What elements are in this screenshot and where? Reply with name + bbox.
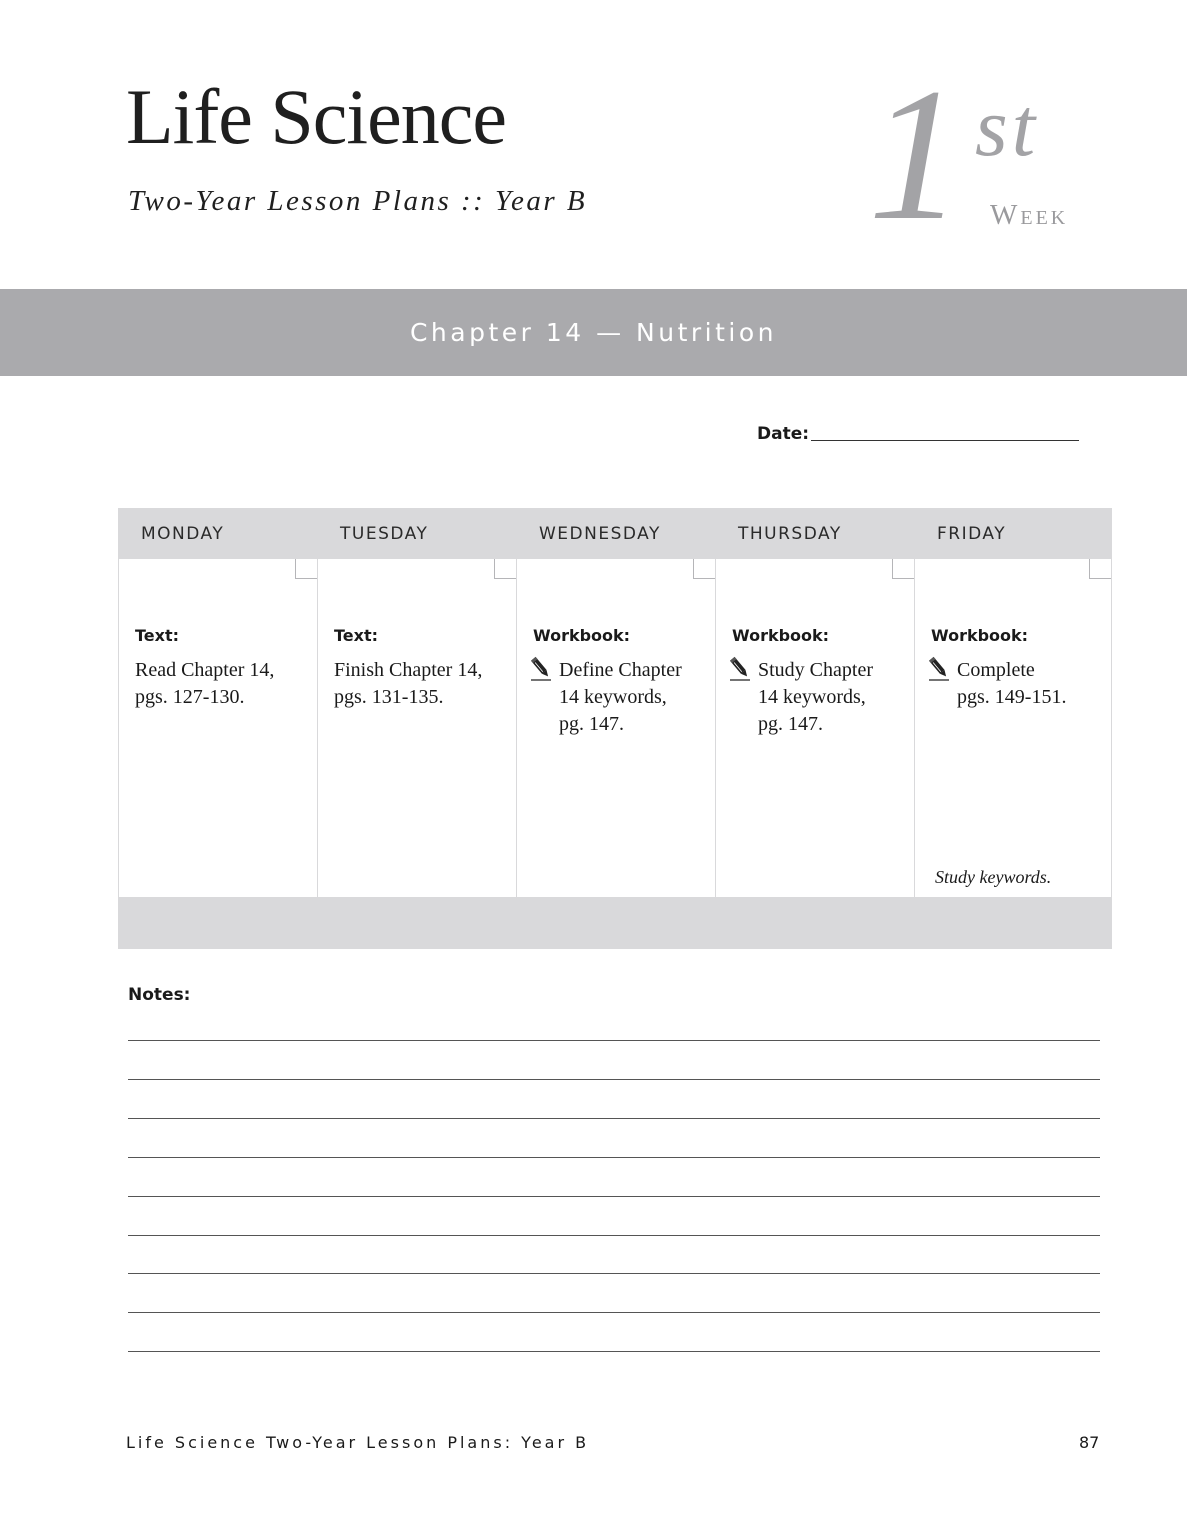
day-cell-friday bbox=[915, 559, 1111, 897]
assignment-text: Define Chapter 14 keywords, pg. 147. bbox=[559, 659, 682, 735]
notes-line[interactable] bbox=[128, 1040, 1100, 1041]
assignment-heading: Text: bbox=[135, 626, 180, 645]
study-note: Study keywords. bbox=[935, 867, 1052, 887]
day-cell-tuesday bbox=[318, 559, 516, 897]
page-title: Life Science bbox=[126, 73, 506, 160]
assignment-text: Finish Chapter 14, pgs. 131-135. bbox=[334, 659, 483, 708]
notes-label: Notes: bbox=[128, 985, 191, 1005]
assignment-heading: Workbook: bbox=[732, 626, 830, 645]
week-number: 1 bbox=[868, 50, 963, 260]
assignment-text: Study Chapter 14 keywords, pg. 147. bbox=[758, 659, 873, 735]
day-complete-checkbox[interactable] bbox=[1089, 559, 1111, 579]
notes-line[interactable] bbox=[128, 1118, 1100, 1119]
chapter-banner bbox=[0, 289, 1187, 376]
page-number: 87 bbox=[1079, 1433, 1100, 1452]
assignment-text: Read Chapter 14, pgs. 127-130. bbox=[135, 659, 275, 708]
day-cell-monday bbox=[119, 559, 317, 897]
assignment-text: Complete pgs. 149-151. bbox=[957, 659, 1067, 708]
pencil-icon bbox=[728, 655, 752, 681]
day-cell-wednesday bbox=[517, 559, 715, 897]
day-header-thursday: THURSDAY bbox=[738, 523, 842, 544]
assignment-heading: Workbook: bbox=[533, 626, 631, 645]
week-label: Week bbox=[990, 199, 1069, 231]
assignment-heading: Workbook: bbox=[931, 626, 1029, 645]
chapter-title: Chapter 14 — Nutrition bbox=[409, 318, 778, 347]
notes-line[interactable] bbox=[128, 1273, 1100, 1274]
weekly-schedule bbox=[118, 508, 1112, 949]
day-header-monday: MONDAY bbox=[141, 523, 225, 544]
footer-title: Life Science Two-Year Lesson Plans: Year B bbox=[126, 1433, 590, 1452]
day-complete-checkbox[interactable] bbox=[295, 559, 317, 579]
day-complete-checkbox[interactable] bbox=[892, 559, 914, 579]
day-cell-thursday bbox=[716, 559, 914, 897]
notes-line[interactable] bbox=[128, 1196, 1100, 1197]
notes-line[interactable] bbox=[128, 1312, 1100, 1313]
pencil-icon bbox=[529, 655, 553, 681]
day-header-tuesday: TUESDAY bbox=[340, 523, 429, 544]
week-suffix: st bbox=[975, 81, 1040, 174]
day-header-friday: FRIDAY bbox=[937, 523, 1007, 544]
pencil-icon bbox=[927, 655, 951, 681]
notes-line[interactable] bbox=[128, 1351, 1100, 1352]
notes-line[interactable] bbox=[128, 1079, 1100, 1080]
date-label: Date: bbox=[757, 424, 810, 444]
notes-line[interactable] bbox=[128, 1235, 1100, 1236]
assignment-heading: Text: bbox=[334, 626, 379, 645]
day-complete-checkbox[interactable] bbox=[693, 559, 715, 579]
page-subtitle: Two-Year Lesson Plans :: Year B bbox=[128, 185, 588, 217]
day-complete-checkbox[interactable] bbox=[494, 559, 516, 579]
day-header-wednesday: WEDNESDAY bbox=[539, 523, 661, 544]
date-field[interactable] bbox=[811, 440, 1079, 441]
notes-line[interactable] bbox=[128, 1157, 1100, 1158]
